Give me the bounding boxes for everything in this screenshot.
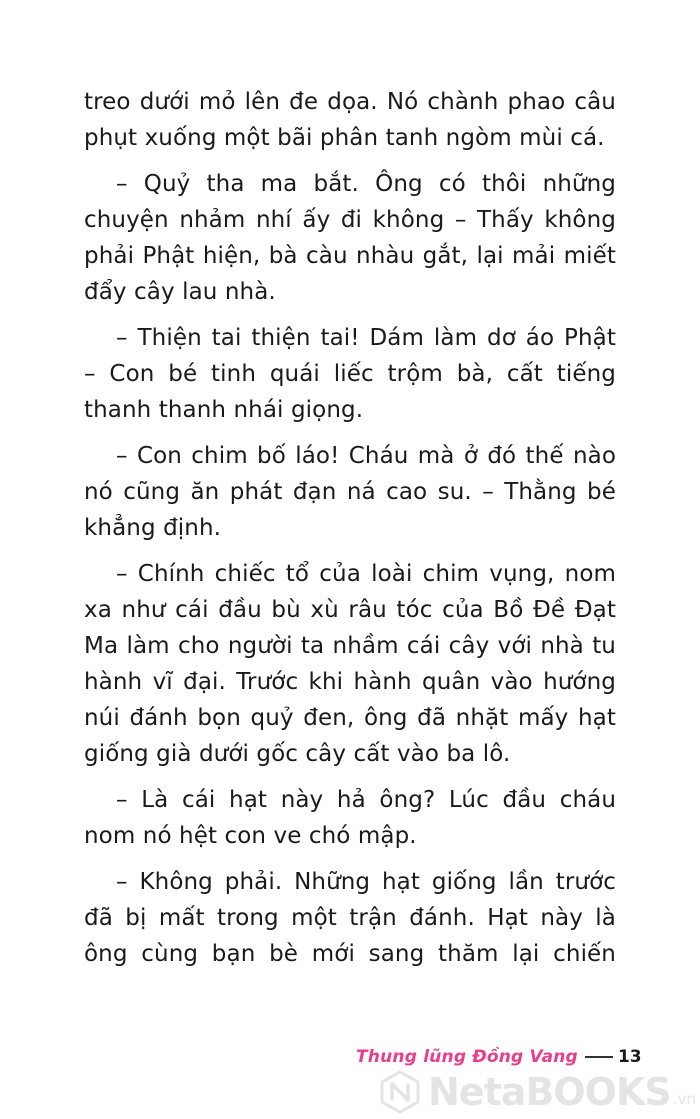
text-line: phải Phật hiện, bà càu nhàu gắt, lại mải miết — [84, 243, 616, 269]
text-line: ông cùng bạn bè mới sang thăm lại chiến — [84, 941, 616, 967]
text-line: – Không phải. Những hạt giống lần trước — [116, 869, 616, 895]
text-line: hành vĩ đại. Trước khi hành quân vào hướng — [84, 669, 616, 695]
page-body — [84, 84, 616, 972]
text-line: chuyện nhảm nhí ấy đi không – Thấy không — [84, 207, 616, 233]
text-line: – Con bé tinh quái liếc trộm bà, cất tiếng — [84, 361, 616, 387]
text-line: xa như cái đầu bù xù râu tóc của Bồ Đề Đạt — [84, 597, 616, 623]
text-line: nó cũng ăn phát đạn ná cao su. – Thằng bé — [84, 479, 616, 505]
netabooks-logo-icon — [378, 1070, 422, 1114]
footer-divider — [585, 1056, 613, 1058]
paragraph-2 — [84, 166, 616, 310]
text-line: giống già dưới gốc cây cất vào ba lô. — [84, 741, 511, 767]
text-line: núi đánh bọn quỷ đen, ông đã nhặt mấy hạt — [84, 705, 616, 731]
watermark-text: NetaBOOKS — [428, 1070, 671, 1114]
text-line: đã bị mất trong một trận đánh. Hạt này là — [84, 905, 616, 931]
text-line: – Con chim bố láo! Cháu mà ở đó thế nào — [116, 443, 616, 469]
text-line: phụt xuống một bãi phân tanh ngòm mùi cá. — [84, 125, 605, 151]
text-line: – Là cái hạt này hả ông? Lúc đầu cháu — [116, 787, 616, 813]
paragraph-3 — [84, 320, 616, 428]
book-title: Thung lũng Đồng Vang — [356, 1047, 578, 1067]
text-line: đẩy cây lau nhà. — [84, 279, 276, 305]
text-line: thanh thanh nhái giọng. — [84, 397, 364, 423]
text-line: treo dưới mỏ lên đe dọa. Nó chành phao câu — [84, 89, 616, 115]
text-line: nom nó hệt con ve chó mập. — [84, 823, 417, 849]
text-line: – Thiện tai thiện tai! Dám làm dơ áo Phật — [116, 325, 616, 351]
watermark-suffix: .vn — [672, 1090, 696, 1108]
paragraph-6 — [84, 782, 616, 854]
text-line: Ma làm cho người ta nhầm cái cây với nhà tu — [84, 633, 616, 659]
text-line: – Chính chiếc tổ của loài chim vụng, nom — [116, 561, 616, 587]
text-line: – Quỷ tha ma bắt. Ông có thôi những — [116, 171, 616, 197]
page-footer — [356, 1044, 642, 1070]
paragraph-4 — [84, 438, 616, 546]
paragraph-7 — [84, 864, 616, 972]
page-number: 13 — [617, 1047, 642, 1067]
paragraph-5 — [84, 556, 616, 772]
paragraph-1 — [84, 84, 616, 156]
text-line: khẳng định. — [84, 515, 222, 541]
